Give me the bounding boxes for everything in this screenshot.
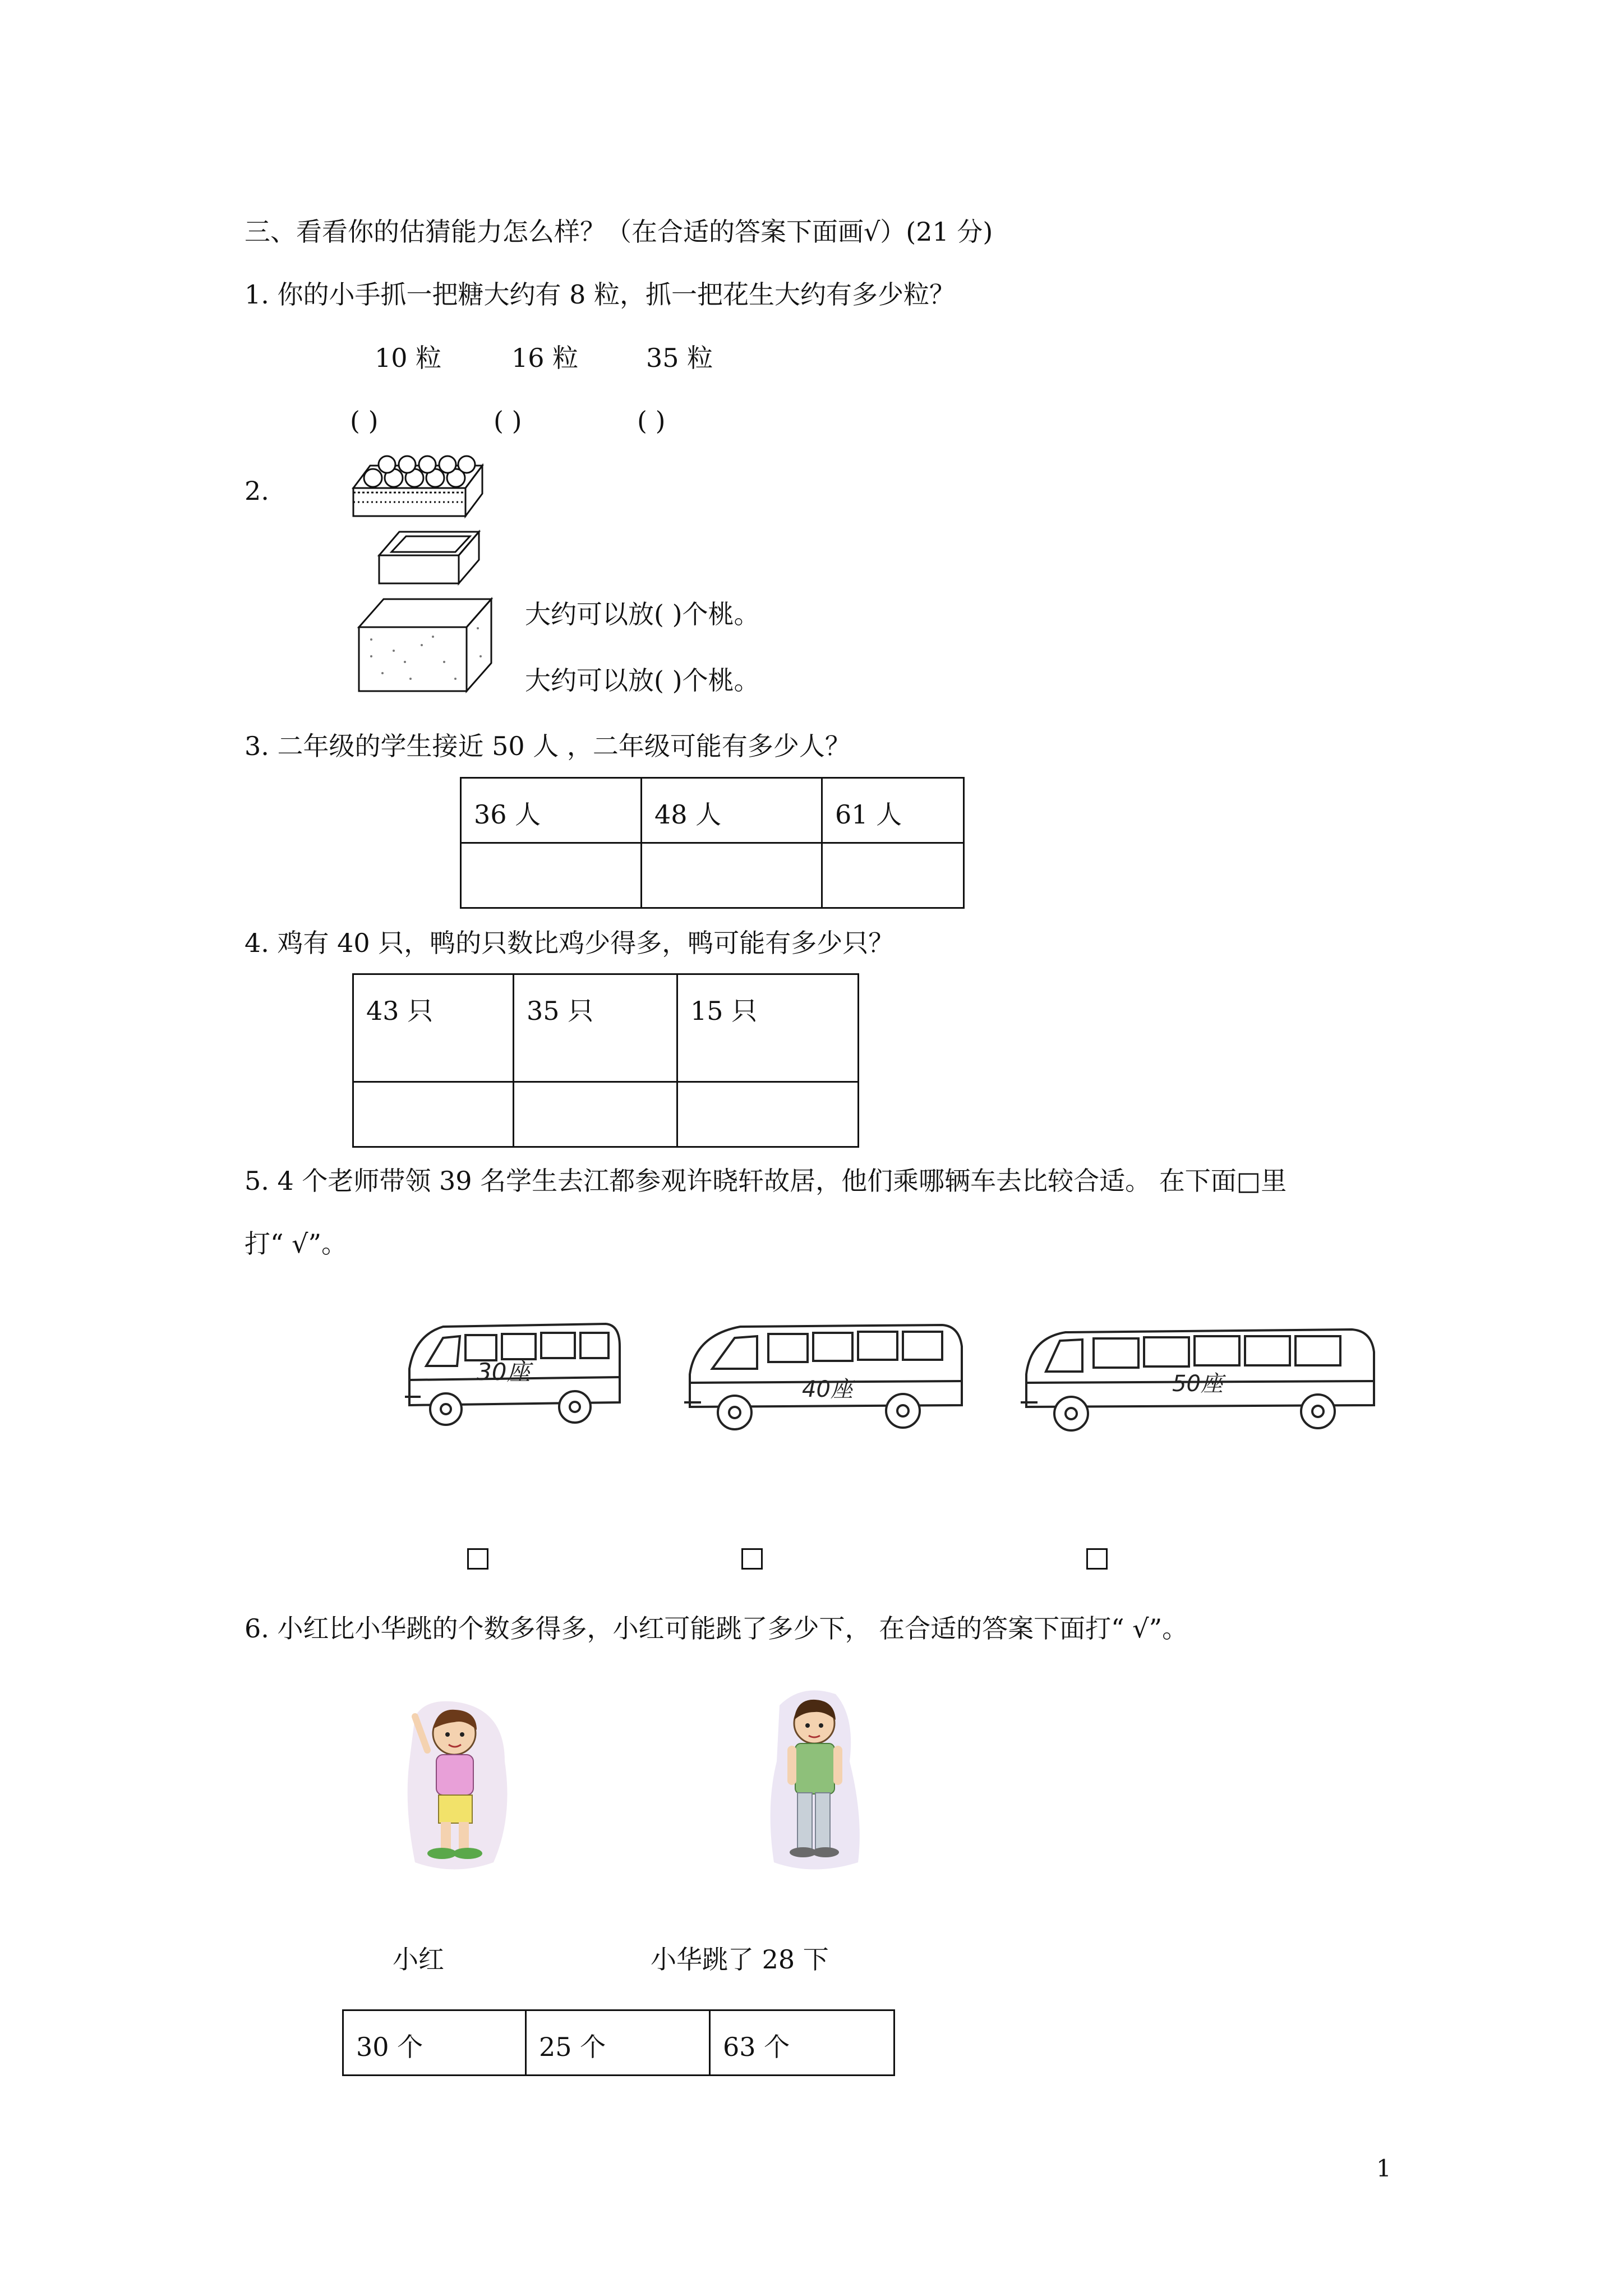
q4-option-3: 15 只 <box>677 974 859 1082</box>
q1-answer-blank-3[interactable]: ( ) <box>637 406 666 436</box>
bus-50-label: 50座 <box>1172 1371 1223 1397</box>
q1-answer-blank-2[interactable]: ( ) <box>494 406 522 436</box>
q4-option-2: 35 只 <box>514 974 677 1082</box>
bus-30-checkbox[interactable] <box>467 1548 488 1570</box>
small-box-illustration <box>376 526 482 588</box>
q4-answer-cell-2[interactable] <box>514 1082 677 1147</box>
bus-50-seat-illustration <box>1015 1313 1385 1442</box>
q4-table <box>352 973 859 1148</box>
q1-option-1: 10 粒 <box>375 343 442 373</box>
q6-option-1[interactable]: 30 个 <box>343 2010 526 2076</box>
bus-30-seat-illustration <box>393 1313 628 1442</box>
q1-option-3: 35 粒 <box>646 343 713 373</box>
q4-answer-cell-1[interactable] <box>353 1082 514 1147</box>
q4-stem: 4. 鸡有 40 只，鸭的只数比鸡少得多，鸭可能有多少只？ <box>245 928 895 958</box>
q5-stem-line-1: 5. 4 个老师带领 39 名学生去江都参观许晓轩故居，他们乘哪辆车去比较合适。 在下面□里 <box>245 1166 1287 1196</box>
q6-option-3[interactable]: 63 个 <box>710 2010 895 2076</box>
q3-answer-cell-2[interactable] <box>642 843 822 908</box>
q6-table <box>342 2009 895 2076</box>
bus-50-checkbox[interactable] <box>1086 1548 1108 1570</box>
boy-label: 小华跳了 28 下 <box>651 1944 829 1975</box>
q2-line-1: 大约可以放( )个桃。 <box>525 599 760 629</box>
q3-option-3: 61 人 <box>822 778 964 843</box>
bus-40-label: 40座 <box>802 1377 853 1402</box>
large-box-illustration <box>354 595 495 696</box>
q4-answer-cell-3[interactable] <box>677 1082 859 1147</box>
q6-option-2[interactable]: 25 个 <box>526 2010 710 2076</box>
q3-option-1: 36 人 <box>461 778 642 843</box>
peach-tray-illustration <box>348 449 488 522</box>
bus-40-seat-illustration <box>679 1313 976 1442</box>
q1-answer-blank-1[interactable]: ( ) <box>350 406 379 436</box>
page-number: 1 <box>1376 2155 1391 2182</box>
q3-table <box>460 777 965 909</box>
girl-label: 小红 <box>393 1944 444 1975</box>
q3-option-2: 48 人 <box>642 778 822 843</box>
section-title: 三、看看你的估猜能力怎么样？（在合适的答案下面画√）(21 分) <box>245 217 993 247</box>
q3-answer-cell-3[interactable] <box>822 843 964 908</box>
q1-stem: 1. 你的小手抓一把糖大约有 8 粒，抓一把花生大约有多少粒？ <box>245 279 956 310</box>
q3-answer-cell-1[interactable] <box>461 843 642 908</box>
q1-option-2: 16 粒 <box>511 343 579 373</box>
q2-line-2: 大约可以放( )个桃。 <box>525 665 760 696</box>
bus-30-label: 30座 <box>477 1358 531 1386</box>
bus-40-checkbox[interactable] <box>741 1548 763 1570</box>
q2-number: 2. <box>245 476 269 506</box>
q4-option-1: 43 只 <box>353 974 514 1082</box>
q6-stem: 6. 小红比小华跳的个数多得多，小红可能跳了多少下， 在合适的答案下面打“ √”。 <box>245 1613 1188 1644</box>
boy-xiaohua-illustration <box>751 1683 875 1879</box>
girl-xiaohong-illustration <box>393 1694 522 1874</box>
q5-stem-line-2: 打“ √”。 <box>245 1228 347 1259</box>
q3-stem: 3. 二年级的学生接近 50 人 ，二年级可能有多少人？ <box>245 731 851 761</box>
